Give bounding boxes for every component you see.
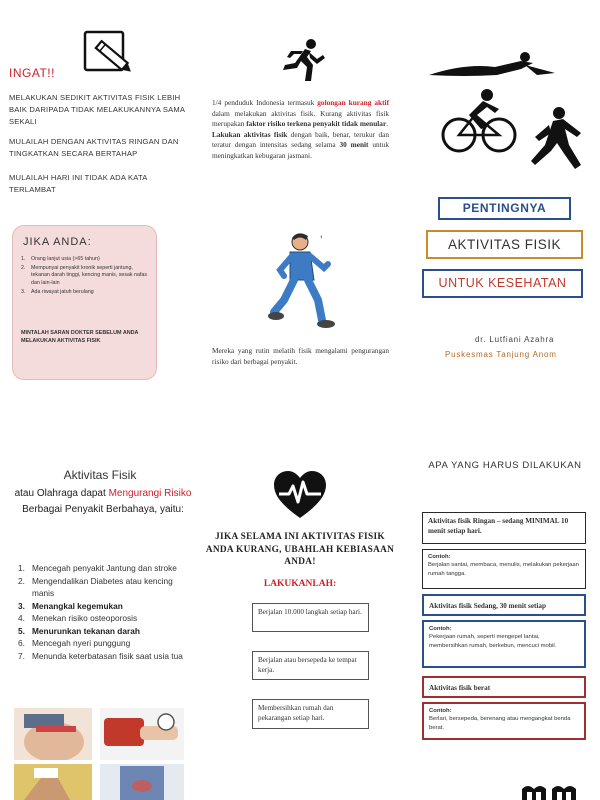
- moderate-activity-box: Aktivitas fisik Sedang, 30 menit setiap: [422, 594, 586, 616]
- intro-text: .: [386, 119, 389, 129]
- tip-box-walking: Berjalan 10.000 langkah setiap hari.: [252, 603, 369, 632]
- jika-anda-box: [12, 225, 157, 380]
- jika-anda-list: [21, 256, 151, 298]
- ingat-title: INGAT!!: [9, 66, 55, 80]
- light-activity-example-box: [422, 549, 586, 589]
- item-text: Menurunkan tekanan darah: [32, 625, 140, 636]
- doctor-advice-note: MINTALAH SARAN DOKTER SEBELUM ANDA MELAKUKAN AKTIVITAS FISIK: [21, 330, 139, 344]
- item-text: Mencegah nyeri punggung: [32, 638, 131, 648]
- benefits-title: Aktivitas Fisik: [63, 468, 137, 482]
- item-number: 5.: [18, 625, 25, 636]
- heart-pulse-icon: [273, 470, 327, 520]
- list-item: [21, 256, 151, 263]
- item-text: Menunda keterbatasan fisik saat usia tua: [32, 650, 183, 661]
- item-number: 1.: [18, 563, 25, 573]
- list-item: [18, 625, 190, 638]
- subtitle-highlight: Mengurangi Risiko: [108, 488, 192, 499]
- puskesmas-name: Puskesmas Tanjung Anom: [445, 350, 557, 359]
- partial-logo-icon: [520, 785, 580, 800]
- item-text: Mengendalikan Diabetes atau kencing manis: [32, 575, 173, 598]
- photo-blood-pressure: [100, 708, 184, 760]
- list-item: [18, 575, 190, 600]
- example-text: Berlari, bersepeda, berenang atau mengangkat benda berat.: [429, 716, 571, 731]
- tip-box-cleaning: Membersihkan rumah dan pekarangan setiap hari.: [252, 699, 369, 729]
- item-text: Menekan risiko osteoporosis: [32, 613, 138, 623]
- title-aktivitas-fisik: AKTIVITAS FISIK: [426, 230, 583, 259]
- item-number: 1.: [21, 256, 26, 262]
- item-number: 3.: [18, 600, 25, 611]
- sprinter-icon: [267, 37, 327, 83]
- example-text: Berjalan santai, membaca, menulis, melakukan pekerjaan rumah tangga.: [428, 562, 579, 577]
- intro-text: dalam melakukan aktivitas fisik. Kurang aktivitas fisik merupakan: [212, 108, 389, 129]
- moderate-activity-example-box: [422, 620, 586, 668]
- benefit-text: Mereka yang rutin melatih fisik mengalami pengurangan risiko dari berbagai penyakit.: [212, 346, 389, 366]
- item-number: 3.: [21, 288, 26, 295]
- list-item: [21, 265, 151, 287]
- intro-bold: Lakukan aktivitas fisik: [212, 129, 288, 139]
- intro-text: dengan baik, benar, terukur dan teratur dengan intensitas sedang selama: [212, 129, 389, 150]
- triathlon-silhouettes-icon: [425, 45, 585, 180]
- title-untuk-kesehatan: UNTUK KESEHATAN: [422, 269, 583, 298]
- item-number: 6.: [18, 638, 25, 648]
- photo-knee-pain-image: [14, 764, 92, 800]
- jogger-illustration-icon: [268, 228, 338, 331]
- item-number: 7.: [18, 650, 25, 661]
- list-item: [18, 637, 190, 650]
- photo-blood-pressure-image: [100, 708, 184, 760]
- item-text: Orang lanjut usia (>65 tahun): [31, 256, 100, 262]
- list-item: [18, 600, 190, 613]
- intro-highlight: golongan kurang aktif: [317, 98, 389, 107]
- example-label: Contoh:: [429, 708, 452, 714]
- lakukanlah-label: LAKUKANLAH:: [263, 579, 337, 589]
- list-item: [18, 562, 190, 575]
- item-text: Ada riwayat jatuh berulang: [31, 288, 94, 295]
- subtitle-text: atau Olahraga dapat: [14, 488, 109, 499]
- item-text: Mempunyai penyakit kronik seperti jantung, tekanan darah tinggi, kencing manis, sesak nafas dan lain-lain: [31, 265, 148, 286]
- photo-overweight: [14, 708, 92, 760]
- benefits-list: [18, 562, 190, 662]
- list-item: [18, 612, 190, 625]
- pencil-note-icon: [82, 30, 132, 78]
- author-name: dr. Lutfiani Azahra: [475, 335, 555, 344]
- example-text: Pekerjaan rumah, seperti mengepel lantai, membersihkan rumah, berkebun, mencuci mobil.: [429, 634, 557, 649]
- example-label: Contoh:: [429, 626, 452, 632]
- list-item: [21, 289, 151, 296]
- photo-back-pain-image: [100, 764, 184, 800]
- item-text: Mencegah penyakit Jantung dan stroke: [32, 563, 177, 573]
- tip-box-cycling: Berjalan atau bersepeda ke tempat kerja.: [252, 651, 369, 680]
- intro-text: 1/4 penduduk Indonesia termasuk: [212, 98, 318, 107]
- reminder-text-2: MULAILAH DENGAN AKTIVITAS RINGAN DAN TINGKATKAN SECARA BERTAHAP: [9, 137, 179, 158]
- heavy-activity-example-box: [422, 702, 586, 740]
- photo-back-pain: [100, 764, 184, 800]
- item-number: 4.: [18, 613, 25, 623]
- intro-text: untuk meningkatkan kebugaran jasmani.: [212, 140, 389, 160]
- intro-paragraph: [212, 98, 389, 162]
- svg-text:': ': [320, 235, 323, 245]
- list-item: [18, 650, 190, 663]
- subtitle-text: Berbagai Penyakit Berbahaya, yaitu:: [22, 504, 184, 515]
- light-activity-box: Aktivitas fisik Ringan – sedang MINIMAL 10 menit setiap hari.: [422, 512, 586, 544]
- change-habit-heading: JIKA SELAMA INI AKTIVITAS FISIK ANDA KURANG, UBAHLAH KEBIASAAN ANDA!: [205, 532, 395, 567]
- intro-bold: faktor risiko terkena penyakit tidak menular: [246, 119, 387, 129]
- reminder-text-3: MULAILAH HARI INI TIDAK ADA KATA TERLAMBAT: [9, 173, 148, 194]
- photo-knee-pain: [14, 764, 92, 800]
- photo-overweight-image: [14, 708, 92, 760]
- intro-bold: 30 menit: [339, 140, 369, 150]
- title-pentingnya: PENTINGNYA: [438, 197, 571, 220]
- item-number: 2.: [21, 265, 26, 272]
- item-number: 2.: [18, 575, 25, 586]
- item-text: Menangkal kegemukan: [32, 600, 123, 611]
- jika-anda-title: JIKA ANDA:: [23, 236, 92, 248]
- reminder-text-1: MELAKUKAN SEDIKIT AKTIVITAS FISIK LEBIH BAIK DARIPADA TIDAK MELAKUKANNYA SAMA SEKALI: [9, 93, 185, 126]
- example-label: Contoh:: [428, 554, 451, 560]
- what-to-do-title: APA YANG HARUS DILAKUKAN: [428, 460, 582, 471]
- heavy-activity-box: Aktivitas fisik berat: [422, 676, 586, 698]
- benefits-subtitle: [14, 486, 192, 518]
